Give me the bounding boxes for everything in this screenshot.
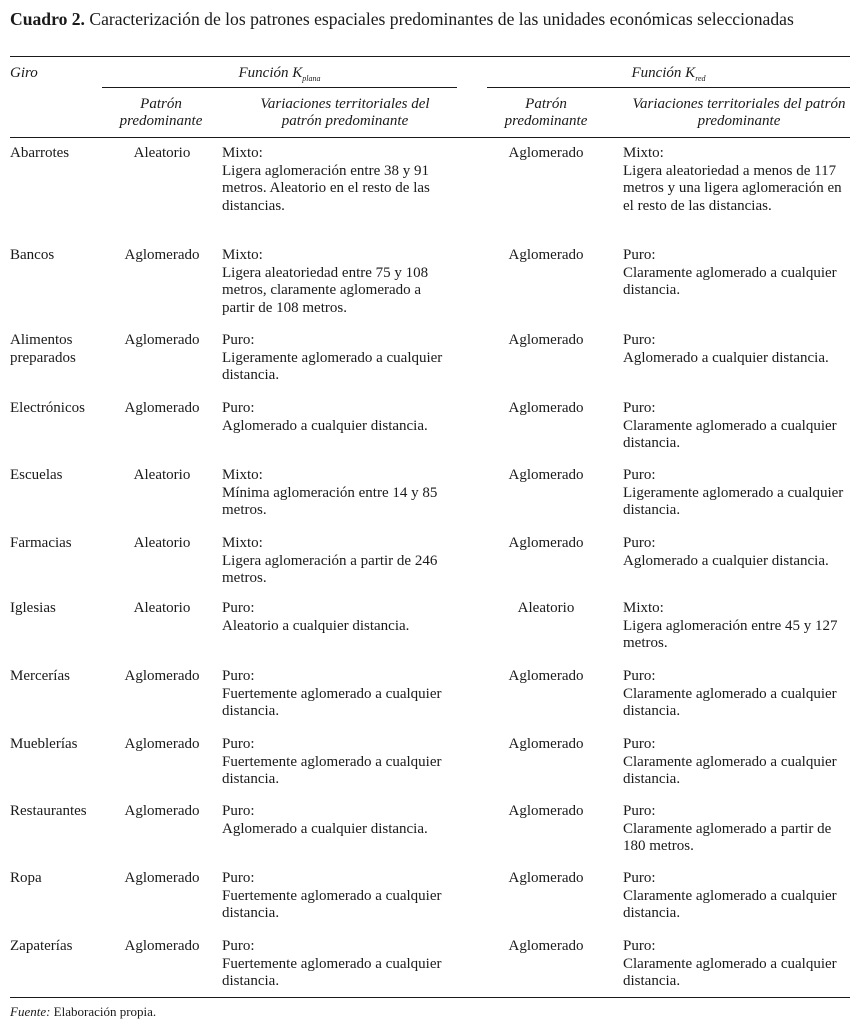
variation-description: Ligera aglomeración a partir de 246 metros. [222,552,438,587]
caption-text: Caracterización de los patrones espaciales predominantes de las unidades económicas seleccionadas [89,9,794,29]
variation-type: Mixto: [222,145,263,161]
variation-description: Claramente aglomerado a cualquier distancia. [623,753,837,788]
cell-variaciones-kred [623,535,848,570]
variation-type: Puro: [623,938,656,954]
variation-type: Puro: [623,332,656,348]
kplana-sub: plana [302,74,321,83]
variation-type: Puro: [222,870,255,886]
variation-type: Mixto: [222,535,263,551]
variation-type: Puro: [623,535,656,551]
source-text: Elaboración propia. [53,1004,157,1019]
cell-giro: Mercerías [10,668,70,684]
cell-patron-kred: Aglomerado [508,736,584,752]
cell-variaciones-kred [623,247,848,300]
header-rule [10,137,850,138]
variation-description: Claramente aglomerado a cualquier distancia. [623,685,837,720]
cell-variaciones-kred [623,938,848,991]
variation-type: Puro: [623,247,656,263]
variation-type: Puro: [623,467,656,483]
variation-description: Ligera aleatoriedad entre 75 y 108 metros, claramente aglomerado a partir de 108 metros. [222,264,429,316]
variation-description: Aleatorio a cualquier distancia. [222,617,410,634]
cell-giro: Escuelas [10,467,63,483]
cell-patron-kred: Aglomerado [508,938,584,954]
cell-variaciones-kred [623,668,848,721]
group-rule-kplana [102,87,457,88]
cell-variaciones-kplana [222,938,457,991]
cell-variaciones-kplana [222,332,457,385]
cell-patron-kplana: Aglomerado [124,803,200,819]
variation-description: Fuertemente aglomerado a cualquier distancia. [222,955,442,990]
header-patron-kplana: Patrón predominante [119,96,203,129]
variation-description: Fuertemente aglomerado a cualquier distancia. [222,753,442,788]
group-rule-kred [487,87,850,88]
cell-variaciones-kplana [222,600,457,635]
cell-patron-kplana: Aglomerado [124,247,200,263]
cell-patron-kplana: Aglomerado [124,668,200,684]
variation-type: Mixto: [623,145,664,161]
variation-description: Fuertemente aglomerado a cualquier distancia. [222,685,442,720]
cell-variaciones-kred [623,803,848,856]
variation-type: Mixto: [222,467,263,483]
variation-type: Puro: [222,332,255,348]
variation-description: Ligera aglomeración entre 45 y 127 metros. [623,617,838,652]
cell-giro: Bancos [10,247,55,263]
header-group-kred [487,65,850,87]
cell-variaciones-kred [623,145,848,215]
variation-type: Puro: [222,938,255,954]
caption-label: Cuadro 2. [10,9,85,29]
kred-sub: red [695,74,706,83]
cell-variaciones-kplana [222,467,457,520]
variation-type: Puro: [623,736,656,752]
table-caption [10,10,855,28]
cell-giro: Electrónicos [10,400,85,416]
cell-patron-kplana: Aglomerado [124,332,200,348]
top-rule [10,56,850,57]
variation-description: Ligera aleatoriedad a menos de 117 metros y una ligera aglomeración en el resto de las distancias. [623,162,842,214]
cell-patron-kred: Aglomerado [508,247,584,263]
cell-giro: Mueblerías [10,736,78,752]
cell-variaciones-kplana [222,145,457,215]
cell-variaciones-kred [623,400,848,453]
variation-description: Claramente aglomerado a cualquier distancia. [623,955,837,990]
cell-variaciones-kplana [222,870,457,923]
cell-patron-kred: Aleatorio [517,600,575,616]
cell-patron-kred: Aglomerado [508,803,584,819]
cell-patron-kplana: Aglomerado [124,938,200,954]
cell-giro: Farmacias [10,535,72,551]
cell-variaciones-kred [623,467,848,520]
source-label: Fuente: [10,1004,51,1019]
table-source [10,1004,156,1020]
cell-patron-kplana: Aglomerado [124,870,200,886]
variation-type: Puro: [623,400,656,416]
cell-variaciones-kred [623,332,848,367]
variation-type: Mixto: [623,600,664,616]
cell-patron-kred: Aglomerado [508,870,584,886]
cell-variaciones-kred [623,600,848,653]
cell-giro: Ropa [10,870,42,886]
cell-patron-kred: Aglomerado [508,668,584,684]
header-patron-kred: Patrón predominante [504,96,588,129]
cell-giro: Alimentos preparados [10,332,76,366]
variation-description: Aglomerado a cualquier distancia. [222,417,428,434]
variation-type: Puro: [222,736,255,752]
cell-variaciones-kplana [222,736,457,789]
variation-type: Puro: [623,803,656,819]
cell-patron-kplana: Aleatorio [133,467,191,483]
variation-type: Puro: [222,400,255,416]
cell-patron-kred: Aglomerado [508,145,584,161]
cell-variaciones-kplana [222,668,457,721]
header-giro: Giro [10,65,38,81]
variation-type: Mixto: [222,247,263,263]
variation-description: Claramente aglomerado a cualquier distancia. [623,417,837,452]
variation-description: Ligera aglomeración entre 38 y 91 metros. Aleatorio en el resto de las distancias. [222,162,430,214]
cell-giro: Restaurantes [10,803,87,819]
cell-patron-kred: Aglomerado [508,535,584,551]
variation-type: Puro: [222,668,255,684]
cell-variaciones-kred [623,870,848,923]
cell-giro: Abarrotes [10,145,70,161]
cell-variaciones-kred [623,736,848,789]
variation-type: Puro: [623,870,656,886]
variation-description: Mínima aglomeración entre 14 y 85 metros. [222,484,438,519]
header-variaciones-kplana: Variaciones territoriales del patrón predominante [260,96,430,129]
cell-patron-kplana: Aleatorio [133,535,191,551]
bottom-rule [10,997,850,998]
variation-description: Fuertemente aglomerado a cualquier distancia. [222,887,442,922]
variation-description: Claramente aglomerado a cualquier distancia. [623,264,837,299]
cell-giro: Iglesias [10,600,56,616]
cell-patron-kred: Aglomerado [508,467,584,483]
cell-patron-kred: Aglomerado [508,332,584,348]
variation-description: Claramente aglomerado a partir de 180 metros. [623,820,832,855]
cell-variaciones-kplana [222,803,457,838]
cell-patron-kplana: Aglomerado [124,736,200,752]
cell-giro: Zapaterías [10,938,73,954]
cell-patron-kplana: Aleatorio [133,145,191,161]
cell-variaciones-kplana [222,247,457,317]
kred-prefix: Función K [631,65,696,81]
header-variaciones-kred: Variaciones territoriales del patrón predominante [632,96,846,129]
variation-description: Aglomerado a cualquier distancia. [623,552,829,569]
variation-type: Puro: [222,803,255,819]
cell-variaciones-kplana [222,535,457,588]
variation-description: Claramente aglomerado a cualquier distancia. [623,887,837,922]
variation-description: Ligeramente aglomerado a cualquier distancia. [623,484,844,519]
cell-patron-kred: Aglomerado [508,400,584,416]
variation-type: Puro: [222,600,255,616]
variation-description: Aglomerado a cualquier distancia. [623,349,829,366]
kplana-prefix: Función K [238,65,303,81]
variation-description: Ligeramente aglomerado a cualquier distancia. [222,349,443,384]
cell-patron-kplana: Aleatorio [133,600,191,616]
cell-patron-kplana: Aglomerado [124,400,200,416]
header-group-kplana [102,65,457,87]
variation-description: Aglomerado a cualquier distancia. [222,820,428,837]
cell-variaciones-kplana [222,400,457,435]
variation-type: Puro: [623,668,656,684]
